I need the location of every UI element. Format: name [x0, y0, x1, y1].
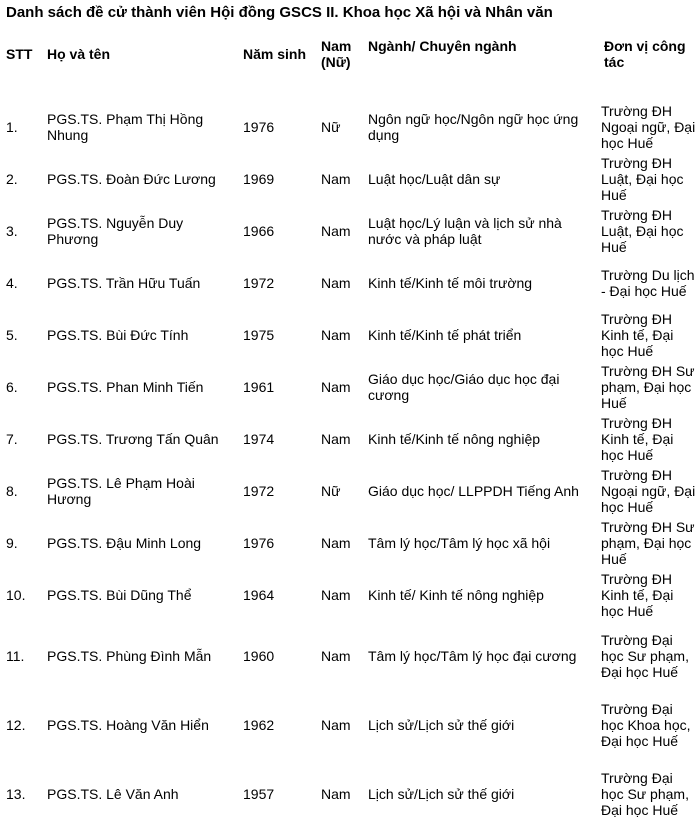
- row-unit: Trường ĐH Luật, Đại học Huế: [601, 155, 684, 203]
- row-year: 1964: [243, 587, 275, 603]
- row-name: PGS.TS. Bùi Đức Tính: [47, 327, 189, 343]
- row-field: Luật học/Lý luận và lịch sử nhà nước và pháp luật: [368, 215, 562, 247]
- row-year: 1975: [243, 327, 275, 343]
- row-stt: 2.: [6, 171, 18, 187]
- row-year: 1961: [243, 379, 275, 395]
- table-row: [0, 257, 700, 309]
- header-field: Ngành/ Chuyên ngành: [368, 38, 517, 54]
- table-row: [0, 153, 700, 205]
- row-stt: 4.: [6, 275, 18, 291]
- row-gender: Nam: [321, 785, 351, 802]
- row-field: Kinh tế/Kinh tế nông nghiệp: [368, 431, 541, 447]
- row-gender: Nam: [321, 327, 351, 343]
- row-name: PGS.TS. Lê Phạm Hoài Hương: [47, 475, 195, 507]
- row-unit: Trường ĐH Ngoại ngữ, Đại học Huế: [601, 467, 696, 515]
- table-row: [0, 621, 700, 690]
- row-stt: 8.: [6, 483, 18, 499]
- row-year: 1966: [243, 223, 275, 239]
- row-field: Lịch sử/Lịch sử thế giới: [368, 785, 515, 802]
- table-row: [0, 690, 700, 759]
- row-gender: Nữ: [321, 119, 341, 135]
- row-year: 1972: [243, 483, 275, 499]
- table-row: [0, 517, 700, 569]
- row-name: PGS.TS. Lê Văn Anh: [47, 785, 179, 802]
- row-name: PGS.TS. Phạm Thị Hồng Nhung: [47, 111, 204, 143]
- row-year: 1972: [243, 275, 275, 291]
- row-gender: Nam: [321, 223, 351, 239]
- row-unit: Trường ĐH Kinh tế, Đại học Huế: [601, 571, 674, 619]
- row-stt: 9.: [6, 535, 18, 551]
- row-unit: Trường ĐH Kinh tế, Đại học Huế: [601, 415, 674, 463]
- row-gender: Nữ: [321, 483, 341, 499]
- row-gender: Nam: [321, 716, 351, 733]
- row-stt: 10.: [6, 587, 26, 603]
- row-year: 1957: [243, 785, 275, 802]
- row-year: 1962: [243, 716, 275, 733]
- row-stt: 13.: [6, 785, 26, 802]
- row-year: 1976: [243, 119, 275, 135]
- table-row: [0, 465, 700, 517]
- row-gender: Nam: [321, 275, 351, 291]
- table-header-row: [0, 38, 700, 101]
- table-row: [0, 569, 700, 621]
- row-unit: Trường ĐH Sư phạm, Đại học Huế: [601, 363, 695, 411]
- row-field: Tâm lý học/Tâm lý học xã hội: [368, 535, 551, 551]
- table-row: [0, 205, 700, 257]
- row-year: 1969: [243, 171, 275, 187]
- header-gender: Nam (Nữ): [321, 38, 352, 70]
- table-row: [0, 309, 700, 361]
- row-stt: 11.: [6, 647, 25, 664]
- header-stt: STT: [6, 46, 33, 62]
- header-unit: Đơn vị công tác: [604, 38, 686, 70]
- row-gender: Nam: [321, 171, 351, 187]
- row-name: PGS.TS. Bùi Dũng Thể: [47, 587, 192, 603]
- row-unit: Trường ĐH Kinh tế, Đại học Huế: [601, 311, 674, 359]
- row-name: PGS.TS. Đậu Minh Long: [47, 535, 202, 551]
- row-field: Kinh tế/Kinh tế môi trường: [368, 275, 533, 291]
- row-name: PGS.TS. Hoàng Văn Hiển: [47, 716, 209, 733]
- row-name: PGS.TS. Phan Minh Tiến: [47, 379, 204, 395]
- row-name: PGS.TS. Trần Hữu Tuấn: [47, 275, 201, 291]
- row-unit: Trường Đại học Sư phạm, Đại học Huế: [601, 769, 689, 818]
- row-gender: Nam: [321, 379, 351, 395]
- row-stt: 7.: [6, 431, 18, 447]
- row-name: PGS.TS. Đoàn Đức Lương: [47, 171, 216, 187]
- row-unit: Trường Đại học Sư phạm, Đại học Huế: [601, 631, 689, 680]
- row-stt: 12.: [6, 716, 26, 733]
- row-gender: Nam: [321, 647, 351, 664]
- row-unit: Trường ĐH Sư phạm, Đại học Huế: [601, 519, 695, 567]
- page-title: Danh sách đề cử thành viên Hội đồng GSCS II. Khoa học Xã hội và Nhân văn: [6, 4, 553, 21]
- row-unit: Trường ĐH Luật, Đại học Huế: [601, 207, 684, 255]
- row-stt: 1.: [6, 119, 18, 135]
- row-unit: Trường ĐH Ngoại ngữ, Đại học Huế: [601, 103, 696, 151]
- row-name: PGS.TS. Phùng Đình Mẫn: [47, 647, 212, 664]
- row-unit: Trường Đại học Khoa học, Đại học Huế: [601, 700, 691, 749]
- row-field: Kinh tế/ Kinh tế nông nghiệp: [368, 587, 544, 603]
- row-field: Giáo dục học/ LLPPDH Tiếng Anh: [368, 483, 579, 499]
- table-row: [0, 413, 700, 465]
- row-field: Giáo dục học/Giáo dục học đại cương: [368, 371, 560, 403]
- row-gender: Nam: [321, 431, 351, 447]
- row-year: 1960: [243, 647, 275, 664]
- row-year: 1976: [243, 535, 275, 551]
- row-field: Luật học/Luật dân sự: [368, 171, 501, 187]
- row-gender: Nam: [321, 587, 351, 603]
- row-stt: 6.: [6, 379, 18, 395]
- row-unit: Trường Du lịch - Đại học Huế: [601, 267, 695, 299]
- table-row: [0, 101, 700, 153]
- row-name: PGS.TS. Nguyễn Duy Phương: [47, 215, 184, 247]
- table-row: [0, 361, 700, 413]
- nominee-table: [0, 38, 700, 828]
- row-gender: Nam: [321, 535, 351, 551]
- row-stt: 5.: [6, 327, 18, 343]
- header-year: Năm sinh: [243, 46, 307, 62]
- row-field: Lịch sử/Lịch sử thế giới: [368, 716, 515, 733]
- row-field: Tâm lý học/Tâm lý học đại cương: [368, 647, 577, 664]
- header-name: Họ và tên: [47, 46, 111, 62]
- row-year: 1974: [243, 431, 275, 447]
- row-field: Kinh tế/Kinh tế phát triển: [368, 327, 522, 343]
- table-row: [0, 759, 700, 828]
- row-name: PGS.TS. Trương Tấn Quân: [47, 431, 219, 447]
- row-stt: 3.: [6, 223, 18, 239]
- row-field: Ngôn ngữ học/Ngôn ngữ học ứng dụng: [368, 111, 579, 143]
